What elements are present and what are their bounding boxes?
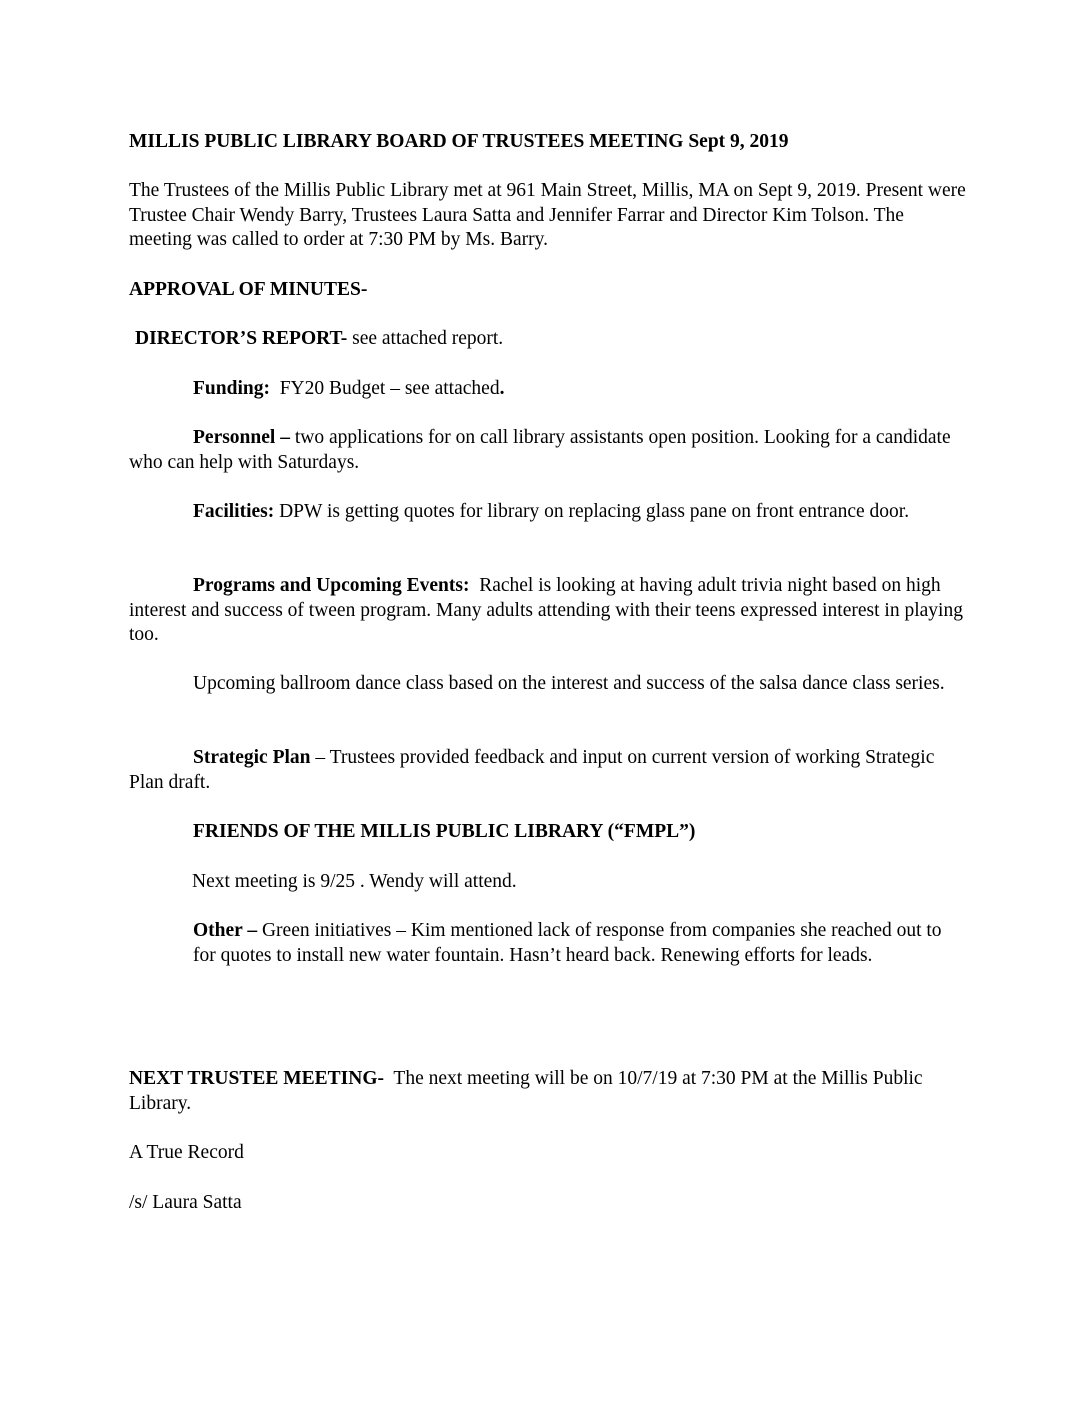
facilities-heading: Facilities:: [193, 501, 275, 522]
strategic-plan-text: – Trustees provided feedback and input on current version of working Strategic Plan draft.: [129, 747, 935, 793]
funding-text: FY20 Budget – see attached: [269, 378, 500, 399]
signature-line: /s/ Laura Satta: [129, 1192, 242, 1213]
other-text: Green initiatives – Kim mentioned lack of response from companies she reached out to for quotes to install new water fountain. Hasn’t heard back. Renewing efforts for leads.: [193, 920, 942, 966]
next-trustee-meeting-heading: NEXT TRUSTEE MEETING-: [129, 1068, 385, 1089]
personnel-heading: Personnel –: [193, 427, 290, 448]
facilities-paragraph: [193, 500, 969, 525]
funding-heading: Funding:: [193, 378, 270, 399]
funding-end: .: [499, 378, 505, 399]
personnel-text: two applications for on call library assistants open position. Looking for a candidate who can help with Saturdays.: [129, 427, 951, 473]
directors-report-paragraph: [135, 327, 975, 352]
intro-paragraph: The Trustees of the Millis Public Library met at 961 Main Street, Millis, MA on Sept 9, 2019. Present were Trustee Chair Wendy Barry, Trustees Laura Satta and Jennifer Farrar and Director Kim Tolson. The meeting was called to order at 7:30 PM by Ms. Barry.: [129, 180, 966, 250]
ballroom-paragraph: Upcoming ballroom dance class based on the interest and success of the salsa dance class series.: [193, 673, 945, 694]
next-trustee-meeting-text: The next meeting will be on 10/7/19 at 7:30 PM at the Millis Public Library.: [129, 1068, 928, 1114]
approval-of-minutes-heading: APPROVAL OF MINUTES-: [129, 279, 368, 300]
directors-report-text: see attached report.: [347, 328, 504, 349]
minutes-page: [129, 0, 969, 1408]
friends-heading: FRIENDS OF THE MILLIS PUBLIC LIBRARY (“FMPL”): [193, 821, 696, 842]
document-title: MILLIS PUBLIC LIBRARY BOARD OF TRUSTEES MEETING Sept 9, 2019: [129, 131, 789, 152]
next-trustee-meeting-paragraph: [129, 1067, 969, 1116]
other-heading: Other –: [193, 920, 258, 941]
programs-paragraph: [129, 574, 969, 648]
programs-text: Rachel is looking at having adult trivia night based on high interest and success of tween program. Many adults attending with their teens expressed interest in playing too.: [129, 575, 968, 645]
strategic-plan-heading: Strategic Plan: [193, 747, 311, 768]
funding-paragraph: [129, 377, 969, 402]
personnel-paragraph: [129, 426, 969, 475]
other-paragraph: [193, 919, 969, 968]
strategic-plan-paragraph: [129, 746, 969, 795]
programs-heading: Programs and Upcoming Events:: [193, 575, 470, 596]
friends-next-meeting: Next meeting is 9/25 . Wendy will attend.: [192, 871, 517, 892]
true-record: A True Record: [129, 1142, 244, 1163]
facilities-text: DPW is getting quotes for library on replacing glass pane on front entrance door.: [274, 501, 910, 522]
directors-report-heading: DIRECTOR’S REPORT-: [135, 328, 348, 349]
